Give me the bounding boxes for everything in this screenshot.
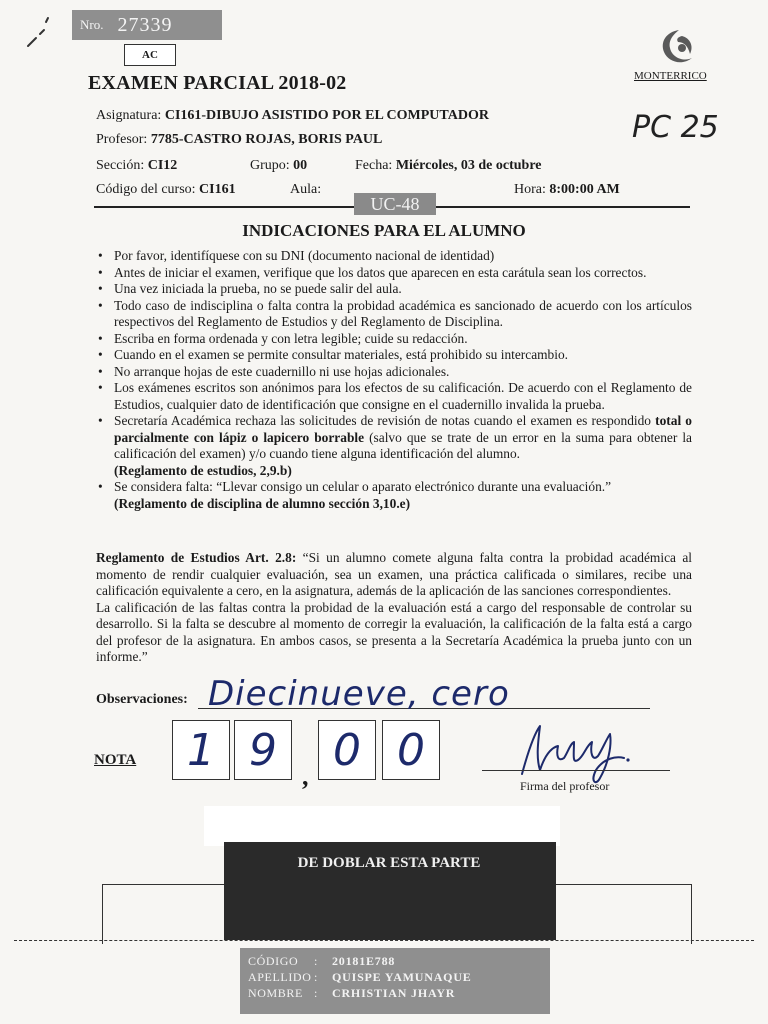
fold-cover-patch [204,806,560,846]
regulation-section [96,550,692,666]
list-item: • Todo caso de indisciplina o falta contra la probidad académica es sancionado de acuerdo con los artículos respectivos del Reglamento de Estudios y del Reglamento de Disciplina. [96,298,692,331]
separator: : [314,970,318,984]
grade-digit-box: 9 [234,720,292,780]
separator: : [314,986,318,1000]
section-label: Sección: [96,158,145,173]
date-line [355,158,542,174]
student-surname-row [248,970,472,985]
group-value: 00 [293,158,308,173]
subject-value: CI161-DIBUJO ASISTIDO POR EL COMPUTADOR [164,108,489,123]
signature-label: Firma del profesor [520,779,610,793]
date-value: Miércoles, 03 de octubre [395,158,542,173]
student-code-label: CÓDIGO [248,954,299,968]
student-name-value: CRHISTIAN JHAYR [332,986,456,1000]
instructions-list [96,248,692,512]
course-code-value: CI161 [199,182,236,197]
fold-banner-text: DE DOBLAR ESTA PARTE [297,855,481,871]
student-code-row [248,954,395,969]
list-item-text: Secretaría Académica rechaza las solicitudes de revisión de notas cuando el examen es respondido [114,413,656,428]
regulation-heading: Reglamento de Estudios Art. 2.8: [96,550,297,565]
room-line [290,182,321,198]
grade-comma: , [302,762,309,791]
campus-label: MONTERRICO [634,70,707,82]
list-item-reference: (Reglamento de estudios, 2,9.b) [114,462,292,478]
course-code-label: Código del curso: [96,182,196,197]
professor-value: 7785-CASTRO ROJAS, BORIS PAUL [150,132,383,147]
list-item [96,479,692,512]
regulation-text: “Si un alumno comete alguna falta contra la probidad académica al momento de rendir cualquier evaluación, sea un examen, una práctica calificada o similares, recibe una calificación equivalente a cero, en la asignatura, además de la aplicación de las sanciones correspondientes. [96,550,692,598]
student-code-value: 20181E788 [332,954,396,968]
student-name-row [248,986,455,1001]
ac-code-box: AC [124,44,176,66]
student-id-box [240,948,550,1014]
list-item: • Los exámenes escritos son anónimos para los efectos de su calificación. De acuerdo con el Reglamento de Estudios, cualquier dato de identificación que consigne en el cuadernillo invalida la prueba. [96,380,692,413]
list-item: • Por favor, identifíquese con su DNI (documento nacional de identidad) [96,248,692,265]
subject-label: Asignatura: [96,108,162,123]
list-item: • Escriba en forma ordenada y con letra legible; cuide su redacción. [96,331,692,348]
course-code-line [96,182,236,198]
group-line [250,158,307,174]
time-value: 8:00:00 AM [549,182,620,197]
exam-title: EXAMEN PARCIAL 2018-02 [88,72,347,94]
observations-label: Observaciones: [96,692,188,707]
time-label: Hora: [514,182,546,197]
separator: : [314,954,318,968]
list-item-reference: (Reglamento de disciplina de alumno sección 3,10.e) [114,495,411,511]
grade-label: NOTA [94,752,137,768]
list-item-emphasis: total o parcialmente con lápiz o lapicero borrable [114,413,692,445]
grade-digit-box: 0 [318,720,376,780]
student-surname-value: QUISPE YAMUNAQUE [332,970,472,984]
grade-digit-box: 1 [172,720,230,780]
list-item: • Cuando en el examen se permite consultar materiales, está prohibido su intercambio. [96,347,692,364]
fold-cut-line [14,940,754,941]
regulation-paragraph [96,550,692,600]
university-logo-icon [656,26,702,70]
exam-number-label: Nro. [80,17,104,32]
list-item: • Una vez iniciada la prueba, no se puede salir del aula. [96,281,692,298]
professor-line [96,132,382,148]
regulation-paragraph: La calificación de las faltas contra la probidad de la evaluación está a cargo del responsable de controlar su desarrollo. Si la falta se descubre al momento de corregir la evaluación, la calificación de la falta está a cargo del profesor de la asignatura. En ambos casos, se presenta a la Secretaría Académica la prueba junto con un informe.” [96,599,692,664]
section-value: CI12 [147,158,178,173]
list-item-text: (salvo que se trate de un error en la suma para obtener la calificación del examen) y/o cuando tiene alguna identificación del alumno. [114,429,692,461]
section-line [96,158,177,174]
student-surname-label: APELLIDO [248,970,312,984]
exam-number-stamp [72,10,222,40]
ink-mark-icon [22,12,62,52]
list-item-text: Se considera falta: “Llevar consigo un celular o aparato electrónico durante una evaluación.” [114,479,612,494]
group-label: Grupo: [250,158,290,173]
instructions-title: INDICACIONES PARA EL ALUMNO [242,221,526,240]
professor-label: Profesor: [96,132,148,147]
observations-handwritten: Diecinueve, cero [208,674,510,714]
subject-line [96,108,489,124]
student-name-label: NOMBRE [248,986,303,1000]
room-label: Aula: [290,182,322,197]
room-value: UC-48 [354,193,436,215]
list-item [96,413,692,479]
date-label: Fecha: [355,158,393,173]
signature-line [482,770,670,771]
time-line [514,182,620,198]
list-item: • No arranque hojas de este cuadernillo ni use hojas adicionales. [96,364,692,381]
grade-digit-box: 0 [382,720,440,780]
list-item: • Antes de iniciar el examen, verifique que los datos que aparecen en esta carátula sean los correctos. [96,265,692,282]
handwritten-code: PC 25 [632,110,719,145]
exam-number: 27339 [117,13,173,36]
